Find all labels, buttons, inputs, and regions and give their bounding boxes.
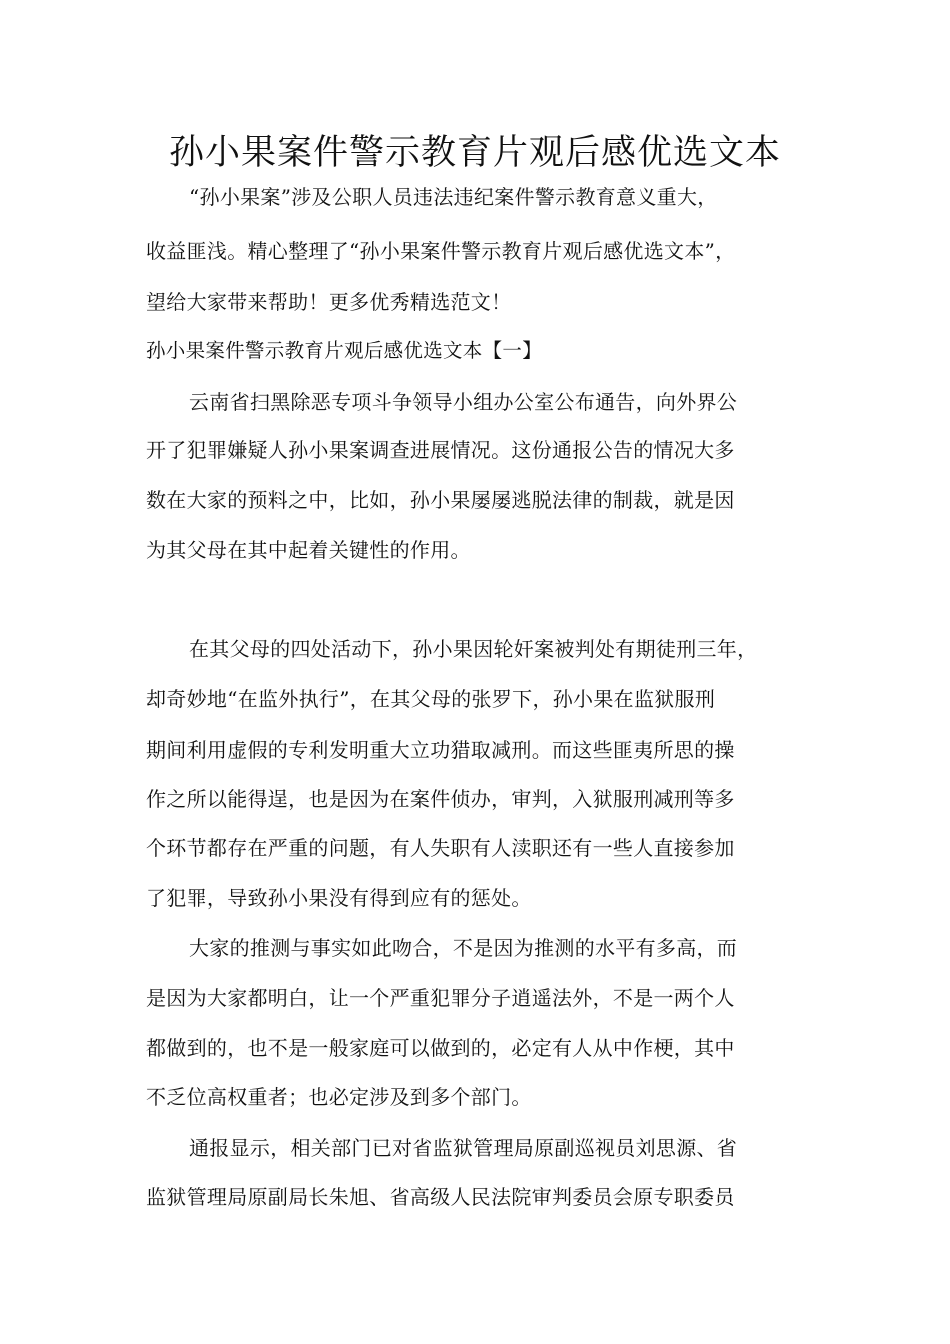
paragraph-line: 在其父母的四处活动下，孙小果因轮奸案被判处有期徒刑三年， — [189, 637, 758, 661]
paragraph-line: 是因为大家都明白，让一个严重犯罪分子逍遥法外，不是一两个人 — [146, 986, 735, 1010]
intro-line: “孙小果案”涉及公职人员违法违纪案件警示教育意义重大， — [189, 185, 718, 209]
paragraph-line: 通报显示，相关部门已对省监狱管理局原副巡视员刘思源、省 — [189, 1136, 738, 1160]
paragraph-line: 大家的推测与事实如此吻合，不是因为推测的水平有多高，而 — [189, 936, 738, 960]
paragraph-line: 个环节都存在严重的问题，有人失职有人渎职还有一些人直接参加 — [146, 836, 735, 860]
paragraph-line: 期间利用虚假的专利发明重大立功猎取减刑。而这些匪夷所思的操 — [146, 738, 735, 762]
paragraph-line: 了犯罪，导致孙小果没有得到应有的惩处。 — [146, 886, 532, 910]
paragraph-line: 为其父母在其中起着关键性的作用。 — [146, 538, 471, 562]
paragraph-line: 监狱管理局原副局长朱旭、省高级人民法院审判委员会原专职委员 — [146, 1185, 735, 1209]
document-title: 孙小果案件警示教育片观后感优选文本 — [168, 133, 781, 173]
intro-line: 收益匪浅。精心整理了“孙小果案件警示教育片观后感优选文本”， — [146, 239, 736, 263]
paragraph-line: 都做到的，也不是一般家庭可以做到的，必定有人从中作梗，其中 — [146, 1036, 735, 1060]
paragraph-line: 云南省扫黑除恶专项斗争领导小组办公室公布通告，向外界公 — [189, 390, 738, 414]
paragraph-line: 不乏位高权重者；也必定涉及到多个部门。 — [146, 1085, 532, 1109]
paragraph-line: 开了犯罪嫌疑人孙小果案调查进展情况。这份通报公告的情况大多 — [146, 438, 735, 462]
section-heading: 孙小果案件警示教育片观后感优选文本【一】 — [146, 339, 543, 362]
paragraph-line: 却奇妙地“在监外执行”，在其父母的张罗下，孙小果在监狱服刑 — [146, 687, 716, 711]
paragraph-line: 数在大家的预料之中，比如，孙小果屡屡逃脱法律的制裁，就是因 — [146, 488, 735, 512]
paragraph-line: 作之所以能得逞，也是因为在案件侦办，审判，入狱服刑减刑等多 — [146, 787, 735, 811]
intro-line: 望给大家带来帮助！更多优秀精选范文！ — [146, 290, 512, 314]
